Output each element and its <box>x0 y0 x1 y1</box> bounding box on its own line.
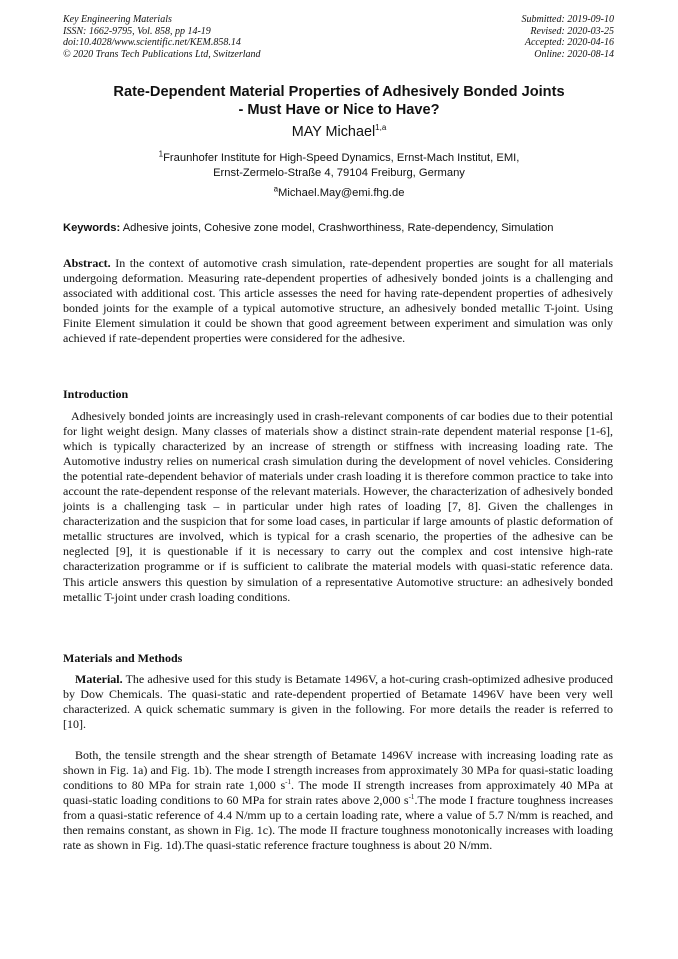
introduction-paragraph: Adhesively bonded joints are increasingly used in crash-relevant components of car bodies due to their potential for light weight design. Many classes of materials show a distinct strain-rate dependent material response [1-6], which is typically characterized by an increase of strength or stiffness with increasing loading rate. The Automotive industry relies on numerical crash simulation during the development of novel vehicles. Considering the potential rate-dependent behavior of materials under crash loading it is therefore common practice to take into account the rate-dependent response of the relevant materials. However, the characterization of adhesively bonded joints is a challenging task – in particular under high rates of loading [7, 8]. Given the challenges in characterization and the suspicion that for some load cases, in particular if large amounts of plastic deformation of metallic structures are involved, which is typical for a crash scenario, the properties of the adhesive can be neglected [9], it is questionable if it is necessary to carry out the complex and cost intensive high-rate characterization programme or if is sufficient to calibrate the material models with quasi-static reference data. This article answers this question by simulation of a representative Automotive structure: an adhesively bonded metallic T-joint under crash loading conditions. <box>63 409 613 604</box>
strength-paragraph <box>63 748 613 853</box>
methods-heading: Materials and Methods <box>63 651 183 665</box>
paper-title <box>63 84 615 119</box>
email-sup: a <box>273 184 279 194</box>
email-address[interactable]: Michael.May@emi.fhg.de <box>278 187 405 199</box>
affiliation <box>63 151 615 180</box>
journal-doi[interactable]: doi:10.4028/www.scientific.net/KEM.858.14 <box>63 37 241 49</box>
author-sup: 1,a <box>375 123 387 133</box>
journal-info <box>63 14 261 60</box>
strain-rate-unit-sup-2: -1 <box>408 793 415 802</box>
author <box>63 124 615 141</box>
strain-rate-unit-sup-1: -1 <box>285 778 291 787</box>
abstract-label: Abstract. <box>63 256 111 270</box>
abstract <box>63 256 613 346</box>
affiliation-line-2: Ernst-Zermelo-Straße 4, 79104 Freiburg, Germany <box>213 166 465 179</box>
journal-issn: ISSN: 1662-9795, Vol. 858, pp 14-19 <box>63 25 211 37</box>
abstract-text: In the context of automotive crash simulation, rate-dependent properties are sought for all materials undergoing deformation. Measuring rate-dependent properties of adhesively bonded joints is a challenging and associated with additional cost. This article assesses the need for having rate-dependent properties of adhesively bonded joints for the example of a typical automotive structure, an adhesively bonded metallic T-joint. Using Finite Element simulation it could be shown that good agreement between experiment and simulation was only achieved if rate-dependent properties were considered for the adhesive. <box>63 256 613 346</box>
date-online: Online: 2020-08-14 <box>534 48 614 60</box>
keywords-label: Keywords: <box>63 222 121 234</box>
material-text: The adhesive used for this study is Betamate 1496V, a hot-curing crash-optimized adhesive produced by Dow Chemicals. The quasi-static and rate-dependent propertied of Betamate 1496V have been very well characterized. A quick schematic summary is given in the following. For more details the reader is referred to [10]. <box>63 672 613 732</box>
strength-text-b: . The mode II strength increases from approximately 40 MPa at quasi-static loading conditions to 60 MPa for strain rates above 2,000 s <box>63 778 613 808</box>
author-name: MAY Michael <box>291 124 376 140</box>
author-email <box>63 186 615 200</box>
keywords-text: Adhesive joints, Cohesive zone model, Crashworthiness, Rate-dependency, Simulation <box>120 222 554 234</box>
strength-text-a: Both, the tensile strength and the shear strength of Betamate 1496V increase with increasing loading rate as shown in Fig. 1a) and Fig. 1b). The mode I strength increases from approximately 30 MPa for quasi-static loading conditions to 80 MPa for strain rate 1,000 s <box>63 748 613 793</box>
date-accepted: Accepted: 2020-04-16 <box>524 37 614 49</box>
strength-text-c: .The mode I fracture toughness increases from a quasi-static reference of 4.4 N/mm up to a certain loading rate, where a value of 5.7 N/mm is reached, and then remains constant, as shown in Fig. 1c). The mode II fracture toughness monotonically increases with loading rate as shown in Fig. 1d).The quasi-static reference fracture toughness is about 20 N/mm. <box>63 793 613 853</box>
journal-name: Key Engineering Materials <box>63 14 172 25</box>
affiliation-line-1: Fraunhofer Institute for High-Speed Dynamics, Ernst-Mach Institut, EMI, <box>163 152 520 164</box>
title-line-1: Rate-Dependent Material Properties of Adhesively Bonded Joints <box>113 84 565 100</box>
title-line-2: - Must Have or Nice to Have? <box>238 101 440 118</box>
introduction-heading: Introduction <box>63 387 129 401</box>
material-label: Material. <box>75 672 123 686</box>
affiliation-sup: 1 <box>158 149 164 159</box>
submission-dates <box>522 14 615 60</box>
material-paragraph <box>63 672 613 732</box>
date-submitted: Submitted: 2019-09-10 <box>521 14 614 25</box>
journal-copyright: © 2020 Trans Tech Publications Ltd, Switzerland <box>63 48 261 60</box>
keywords <box>63 221 623 235</box>
date-revised: Revised: 2020-03-25 <box>530 25 614 37</box>
